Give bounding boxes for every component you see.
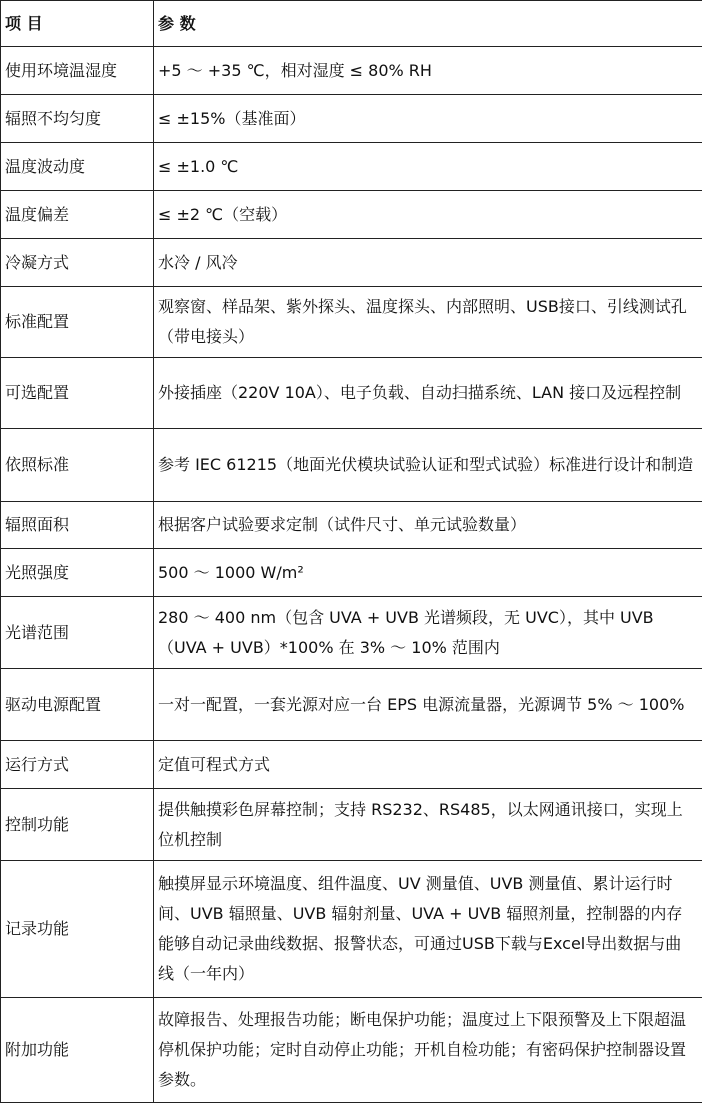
row-value: 故障报告、处理报告功能；断电保护功能；温度过上下限预警及上下限超温停机保护功能；定时自动停止功能；开机自检功能；有密码保护控制器设置参数。 xyxy=(154,998,702,1103)
table-row xyxy=(1,502,702,549)
row-value: 参考 IEC 61215（地面光伏模块试验认证和型式试验）标准进行设计和制造 xyxy=(154,429,702,502)
table-row xyxy=(1,597,702,669)
row-value: 观察窗、样品架、紫外探头、温度探头、内部照明、USB接口、引线测试孔（带电接头） xyxy=(154,287,702,358)
table-row xyxy=(1,998,702,1103)
row-label: 使用环境温湿度 xyxy=(1,47,154,95)
row-label: 记录功能 xyxy=(1,861,154,998)
header-row xyxy=(1,1,702,47)
table-row xyxy=(1,861,702,998)
table-row xyxy=(1,287,702,358)
row-value: 根据客户试验要求定制（试件尺寸、单元试验数量） xyxy=(154,502,702,549)
row-label: 辐照面积 xyxy=(1,502,154,549)
row-value: 定值可程式方式 xyxy=(154,741,702,789)
table-row xyxy=(1,741,702,789)
row-label: 驱动电源配置 xyxy=(1,669,154,741)
table-row xyxy=(1,239,702,287)
row-label: 光谱范围 xyxy=(1,597,154,669)
row-label: 温度偏差 xyxy=(1,191,154,239)
row-value: 触摸屏显示环境温度、组件温度、UV 测量值、UVB 测量值、累计运行时间、UVB 辐照量、UVB 辐射剂量、UVA + UVB 辐照剂量，控制器的内存能够自动记录曲线数据、报警状态，可通过USB下载与Excel导出数据与曲线（一年内） xyxy=(154,861,702,998)
row-label: 附加功能 xyxy=(1,998,154,1103)
row-label: 光照强度 xyxy=(1,549,154,597)
row-value: ≤ ±2 ℃（空载） xyxy=(154,191,702,239)
table-row xyxy=(1,549,702,597)
header-item-cell: 项 目 xyxy=(1,1,154,47)
row-label: 冷凝方式 xyxy=(1,239,154,287)
row-label: 控制功能 xyxy=(1,789,154,861)
row-value: ≤ ±1.0 ℃ xyxy=(154,143,702,191)
table-row xyxy=(1,358,702,429)
row-label: 依照标准 xyxy=(1,429,154,502)
row-label: 运行方式 xyxy=(1,741,154,789)
table-row xyxy=(1,429,702,502)
row-label: 标准配置 xyxy=(1,287,154,358)
row-value: ≤ ±15%（基准面） xyxy=(154,95,702,143)
table-row xyxy=(1,143,702,191)
table-row xyxy=(1,95,702,143)
row-label: 辐照不均匀度 xyxy=(1,95,154,143)
row-value: 500 ～ 1000 W/m² xyxy=(154,549,702,597)
row-value: 一对一配置，一套光源对应一台 EPS 电源流量器，光源调节 5% ～ 100% xyxy=(154,669,702,741)
row-value: 水冷 / 风冷 xyxy=(154,239,702,287)
row-label: 温度波动度 xyxy=(1,143,154,191)
header-param-cell: 参 数 xyxy=(154,1,702,47)
row-label: 可选配置 xyxy=(1,358,154,429)
table-row xyxy=(1,191,702,239)
table-row xyxy=(1,789,702,861)
row-value: 外接插座（220V 10A）、电子负载、自动扫描系统、LAN 接口及远程控制 xyxy=(154,358,702,429)
row-value: 提供触摸彩色屏幕控制；支持 RS232、RS485，以太网通讯接口，实现上位机控制 xyxy=(154,789,702,861)
table-row xyxy=(1,47,702,95)
row-value: 280 ～ 400 nm（包含 UVA + UVB 光谱频段，无 UVC），其中 UVB（UVA + UVB）*100% 在 3% ～ 10% 范围内 xyxy=(154,597,702,669)
table-row xyxy=(1,669,702,741)
row-value: +5 ～ +35 ℃，相对湿度 ≤ 80% RH xyxy=(154,47,702,95)
